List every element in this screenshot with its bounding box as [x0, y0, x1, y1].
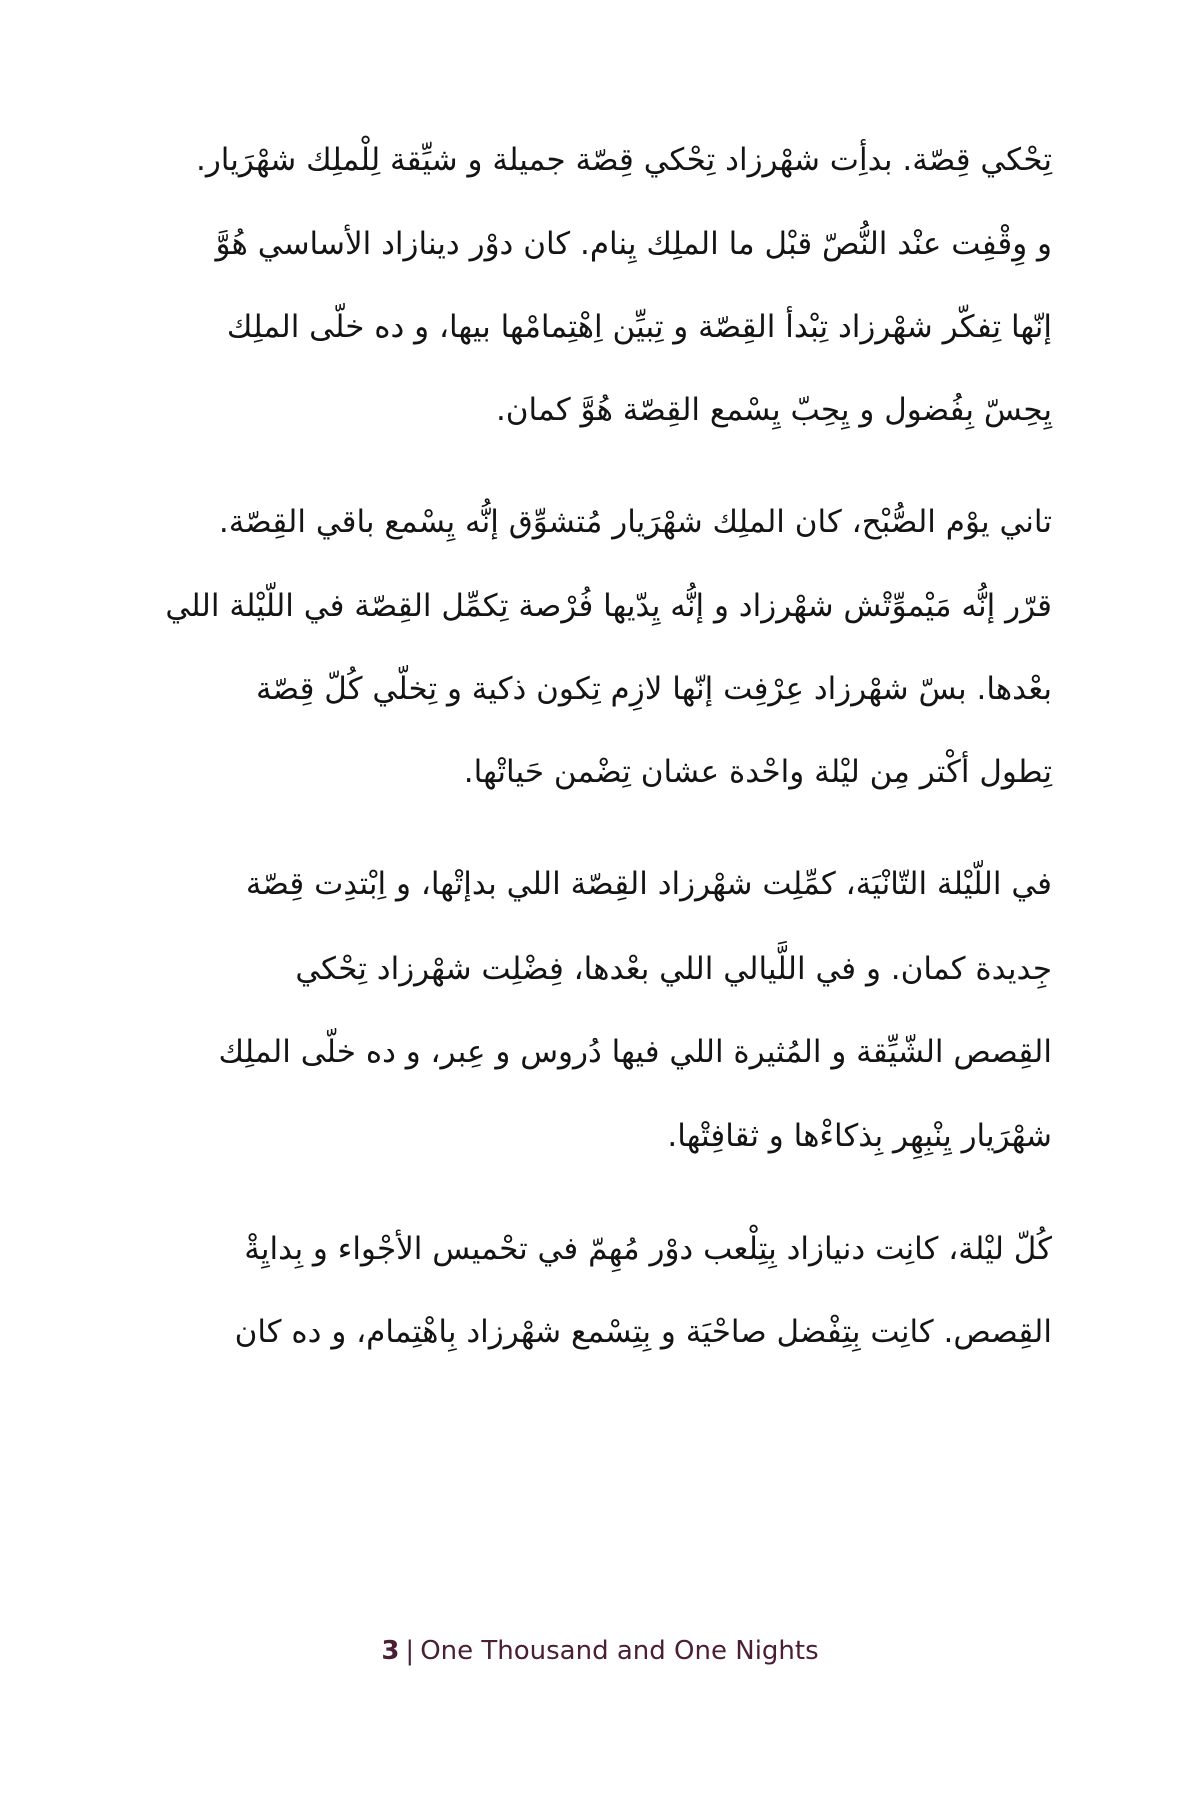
- footer-separator: |: [405, 1636, 415, 1666]
- paragraph-2-line-2: قرر إنه ميموتش شهرزاد و إنه يديها فرصة تكمل القصة في الليلة اللي: [165, 588, 1052, 624]
- page-number: 3: [381, 1636, 400, 1666]
- paragraph-1-line-3: إنها تفكر شهرزاد تبدأ القصة و تبين اهتمامها بيها، و ده خلى الملك: [226, 309, 1052, 345]
- paragraph-1-line-4: يحس بفضول و يحب يسمع القصة هو كمان.: [495, 392, 1052, 428]
- paragraph-3-line-4: شهريار ينبهر بذكاءها و ثقافتها.: [667, 1118, 1052, 1154]
- paragraph-2-line-1: تاني يوم الصبح، كان الملك شهريار متشوق إنه يسمع باقي القصة.: [218, 504, 1052, 540]
- paragraph-2-line-4: تطول أكتر من ليلة واحدة عشان تضمن حياتها.: [463, 754, 1052, 790]
- paragraph-2-line-3: بعدها. بس شهرزاد عرفت إنها لازم تكون ذكية و تخلي كل قصة: [256, 671, 1052, 707]
- paragraph-3-line-1: في الليلة التانية، كملت شهرزاد القصة اللي بدإتها، و ابتدت قصة: [245, 866, 1052, 902]
- paragraph-3-line-2: جديدة كمان. و في الليالي اللي بعدها، فضلت شهرزاد تحكي: [295, 951, 1052, 987]
- book-title: One Thousand and One Nights: [420, 1636, 819, 1666]
- paragraph-4-line-1: كل ليلة، كانت دنيازاد بتلعب دور مهم في تحميس الأجواء و بداية: [244, 1231, 1052, 1267]
- paragraph-1-line-1: تحكي قصة. بدأت شهرزاد تحكي قصة جميلة و شيقة للملك شهريار.: [195, 142, 1052, 178]
- page-footer: [0, 1636, 1200, 1666]
- paragraph-4-line-2: القصص. كانت بتفضل صاحية و بتسمع شهرزاد باهتمام، و ده كان: [234, 1314, 1052, 1350]
- paragraph-1-line-2: و وقفت عند النص قبل ما الملك ينام. كان دور دينازاد الأساسي هو: [215, 226, 1052, 262]
- paragraph-3-line-3: القصص الشيقة و المثيرة اللي فيها دروس و عبر، و ده خلى الملك: [218, 1034, 1052, 1070]
